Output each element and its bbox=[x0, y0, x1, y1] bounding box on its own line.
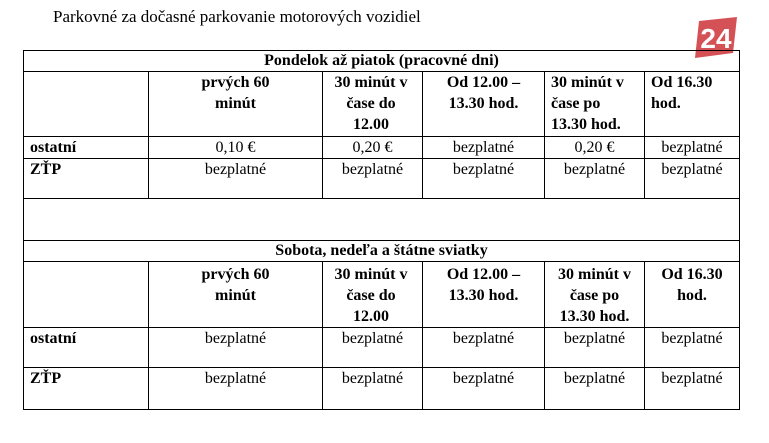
table-cell: bezplatné bbox=[545, 328, 645, 368]
row-label: ZŤP bbox=[24, 159, 149, 199]
table-cell: bezplatné bbox=[645, 137, 740, 159]
header-first-60-min: prvých 60 minút bbox=[149, 262, 323, 328]
table-cell: 0,20 € bbox=[545, 137, 645, 159]
table-cell: bezplatné bbox=[545, 159, 645, 199]
table-row bbox=[24, 159, 740, 199]
table-cell: bezplatné bbox=[323, 368, 423, 410]
header-12-to-1330: Od 12.00 – 13.30 hod. bbox=[423, 262, 545, 328]
table-cell: 0,10 € bbox=[149, 137, 323, 159]
header-12-to-1330: Od 12.00 – 13.30 hod. bbox=[423, 72, 545, 137]
row-label: ostatní bbox=[24, 328, 149, 368]
empty-header-cell bbox=[24, 262, 149, 328]
header-from-1630: Od 16.30 hod. bbox=[645, 262, 740, 328]
table-cell: bezplatné bbox=[423, 328, 545, 368]
header-from-1630: Od 16.30 hod. bbox=[645, 72, 740, 137]
header-30-min-after-1330: 30 minút v čase po 13.30 hod. bbox=[545, 262, 645, 328]
header-30-min-before-12: 30 minút v čase do 12.00 bbox=[323, 262, 423, 328]
table-cell: bezplatné bbox=[149, 328, 323, 368]
table-cell: bezplatné bbox=[645, 368, 740, 410]
table-row bbox=[24, 137, 740, 159]
table-cell: bezplatné bbox=[645, 328, 740, 368]
table-cell: bezplatné bbox=[645, 159, 740, 199]
weekday-header-row bbox=[24, 72, 740, 137]
header-30-min-after-1330: 30 minút v čase po 13.30 hod. bbox=[545, 72, 645, 137]
weekend-header-row bbox=[24, 262, 740, 328]
table-cell: bezplatné bbox=[423, 159, 545, 199]
empty-header-cell bbox=[24, 72, 149, 137]
table-cell: bezplatné bbox=[423, 137, 545, 159]
spacer-row bbox=[24, 199, 740, 241]
table-row bbox=[24, 328, 740, 368]
table-cell: bezplatné bbox=[423, 368, 545, 410]
parking-fee-table bbox=[23, 50, 740, 410]
table-cell: bezplatné bbox=[545, 368, 645, 410]
table-cell: bezplatné bbox=[149, 159, 323, 199]
spacer-cell bbox=[24, 199, 740, 241]
weekday-section-title: Pondelok až piatok (pracovné dni) bbox=[24, 51, 740, 72]
table-cell: bezplatné bbox=[149, 368, 323, 410]
table-cell: bezplatné bbox=[323, 328, 423, 368]
weekend-section-title: Sobota, nedeľa a štátne sviatky bbox=[24, 241, 740, 262]
row-label: ostatní bbox=[24, 137, 149, 159]
header-first-60-min: prvých 60 minút bbox=[149, 72, 323, 137]
document-title: Parkovné za dočasné parkovanie motorových vozidiel bbox=[53, 7, 421, 26]
row-label: ZŤP bbox=[24, 368, 149, 410]
table-cell: bezplatné bbox=[323, 159, 423, 199]
header-30-min-before-12: 30 minút v čase do 12.00 bbox=[323, 72, 423, 137]
table-cell: 0,20 € bbox=[323, 137, 423, 159]
table-row bbox=[24, 368, 740, 410]
logo-text: 24 bbox=[700, 23, 732, 54]
parking-fee-table-wrapper bbox=[23, 50, 740, 410]
